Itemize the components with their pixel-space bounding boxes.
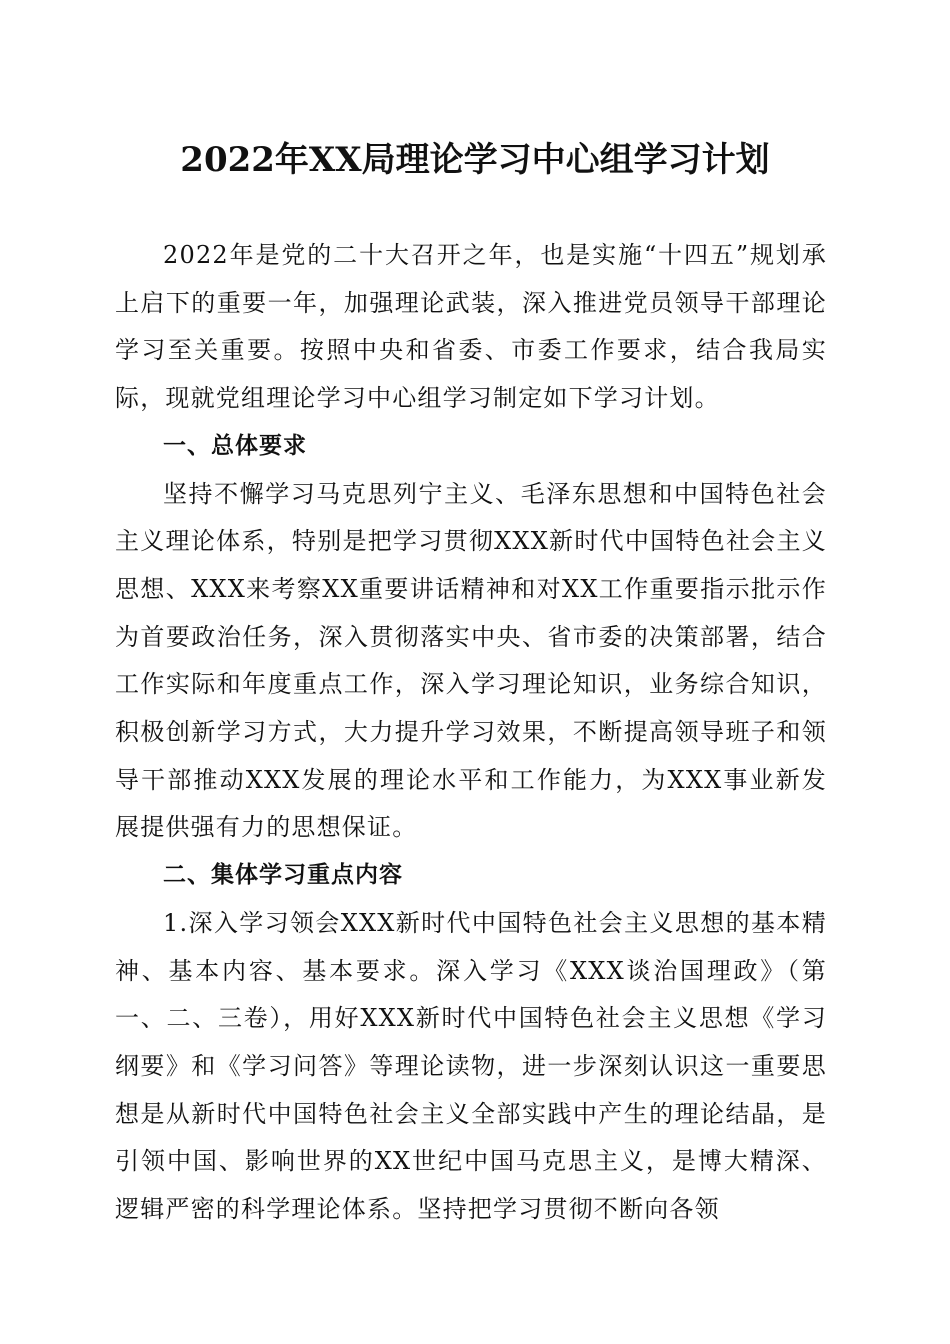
document-body <box>115 232 827 1234</box>
document-title: 2022年XX局理论学习中心组学习计划 <box>180 140 770 180</box>
section-heading-study-content: 二、集体学习重点内容 <box>163 862 403 889</box>
section-heading-general-requirements: 一、总体要求 <box>163 432 307 459</box>
intro-paragraph: 2022年是党的二十大召开之年，也是实施“十四五”规划承上启下的重要一年，加强理论武装，深入推进党员领导干部理论学习至关重要。按照中央和省委、市委工作要求，结合我局实际，现就党组理论学习中心组学习制定如下学习计划。 <box>115 241 827 413</box>
study-content-item-1: 1.深入学习领会XXX新时代中国特色社会主义思想的基本精神、基本内容、基本要求。深入学习《XXX谈治国理政》（第一、二、三卷），用好XXX新时代中国特色社会主义思想《学习纲要》和《学习问答》等理论读物，进一步深刻认识这一重要思想是从新时代中国特色社会主义全部实践中产生的理论结晶，是引领中国、影响世界的XX世纪中国马克思主义，是博大精深、逻辑严密的科学理论体系。坚持把学习贯彻不断向各领 <box>115 908 827 1224</box>
general-requirements-paragraph: 坚持不懈学习马克思列宁主义、毛泽东思想和中国特色社会主义理论体系，特别是把学习贯彻XXX新时代中国特色社会主义思想、XXX来考察XX重要讲话精神和对XX工作重要指示批示作为首要政治任务，深入贯彻落实中央、省市委的决策部署，结合工作实际和年度重点工作，深入学习理论知识，业务综合知识，积极创新学习方式，大力提升学习效果，不断提高领导班子和领导干部推动XXX发展的理论水平和工作能力，为XXX事业新发展提供强有力的思想保证。 <box>115 479 827 842</box>
